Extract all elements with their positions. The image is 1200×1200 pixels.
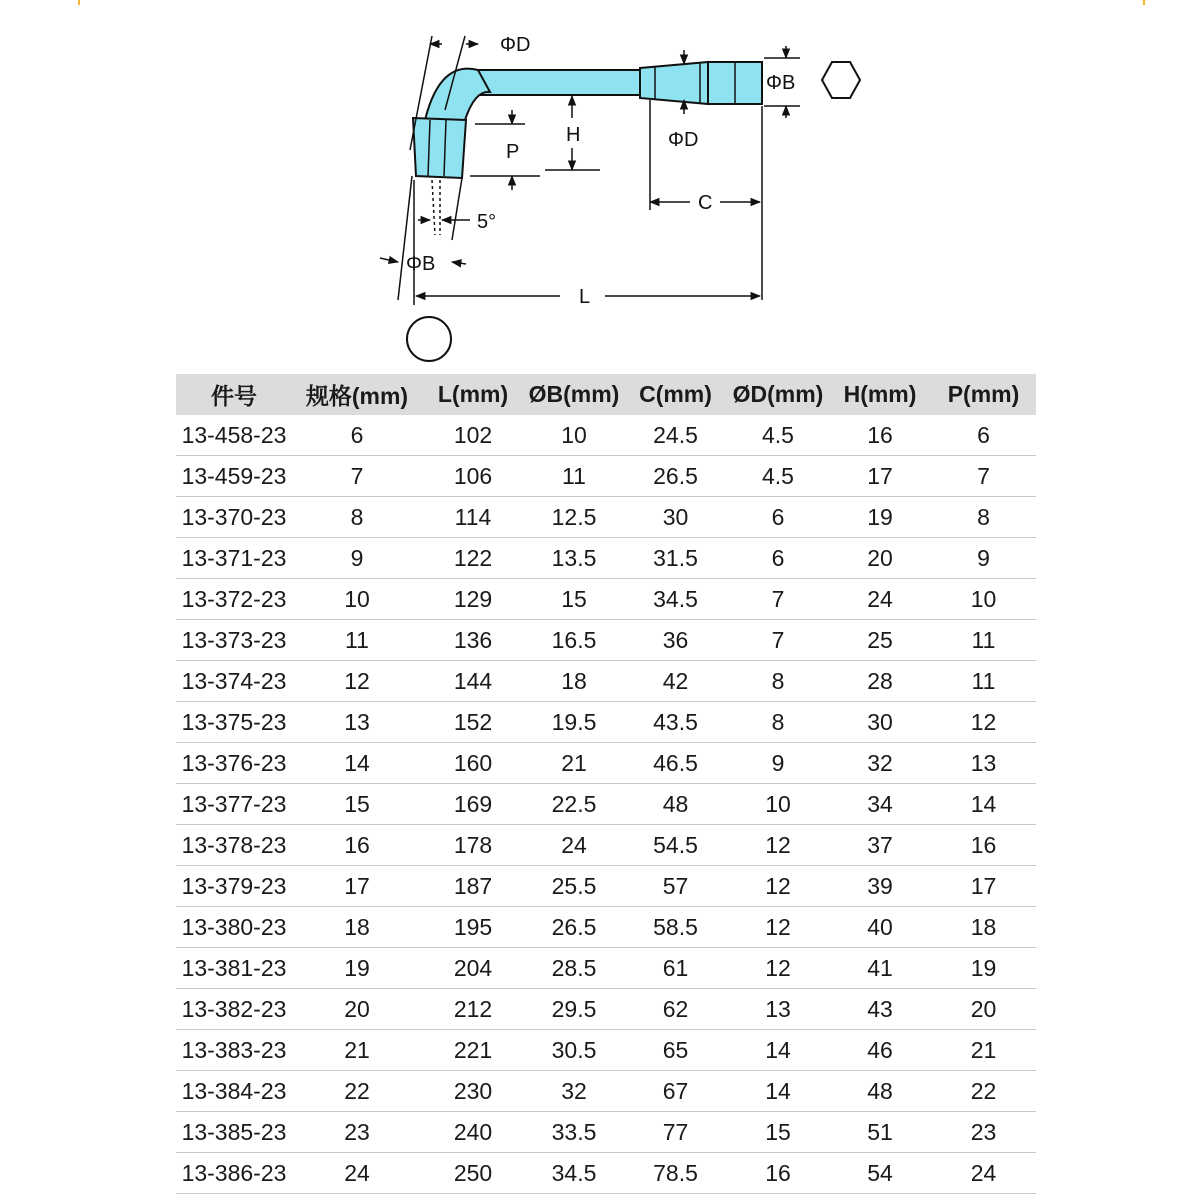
table-cell: 30 <box>624 497 727 538</box>
table-cell: 30 <box>829 702 931 743</box>
table-cell: 13-459-23 <box>176 456 292 497</box>
table-cell: 54.5 <box>624 825 727 866</box>
label-h: H <box>566 124 581 146</box>
table-cell: 32 <box>829 743 931 784</box>
table-cell: 9 <box>931 538 1036 579</box>
table-cell: 6 <box>931 415 1036 456</box>
table-cell: 12 <box>727 825 829 866</box>
table-cell: 7 <box>292 456 422 497</box>
table-cell: 16 <box>727 1153 829 1194</box>
table-cell: 30.5 <box>524 1030 624 1071</box>
table-cell: 13-386-23 <box>176 1153 292 1194</box>
table-header-row <box>176 374 1036 415</box>
table-cell: 25.5 <box>524 866 624 907</box>
label-phi-d-top: ΦD <box>500 34 531 56</box>
table-cell: 24 <box>931 1153 1036 1194</box>
table-cell: 20 <box>292 989 422 1030</box>
table-cell: 13-371-23 <box>176 538 292 579</box>
table-cell: 13-383-23 <box>176 1030 292 1071</box>
label-phi-b-right: ΦB <box>766 72 796 94</box>
table-cell: 13-380-23 <box>176 907 292 948</box>
wrench-diagram <box>0 0 1200 370</box>
table-cell: 58.5 <box>624 907 727 948</box>
table-cell: 144 <box>422 661 524 702</box>
table-cell: 4.5 <box>727 456 829 497</box>
table-cell: 240 <box>422 1112 524 1153</box>
label-p: P <box>506 141 520 163</box>
label-phi-b-left: ΦB <box>406 253 436 275</box>
table-cell: 62 <box>624 989 727 1030</box>
table-row <box>176 456 1036 497</box>
table-cell: 21 <box>931 1030 1036 1071</box>
table-cell: 23 <box>292 1112 422 1153</box>
table-cell: 160 <box>422 743 524 784</box>
column-header: C(mm) <box>624 374 727 415</box>
table-row <box>176 1153 1036 1194</box>
table-cell: 36 <box>624 620 727 661</box>
table-cell: 13-377-23 <box>176 784 292 825</box>
table-cell: 6 <box>727 497 829 538</box>
table-cell: 26.5 <box>524 907 624 948</box>
table-cell: 25 <box>829 620 931 661</box>
table-cell: 61 <box>624 948 727 989</box>
table-cell: 16 <box>292 825 422 866</box>
table-row <box>176 1071 1036 1112</box>
table-cell: 12 <box>727 948 829 989</box>
table-cell: 31.5 <box>624 538 727 579</box>
spec-table <box>176 374 1036 1194</box>
table-cell: 13-375-23 <box>176 702 292 743</box>
table-cell: 8 <box>727 661 829 702</box>
table-cell: 230 <box>422 1071 524 1112</box>
column-header: 规格(mm) <box>292 374 422 415</box>
table-cell: 23 <box>931 1112 1036 1153</box>
table-cell: 14 <box>292 743 422 784</box>
table-cell: 11 <box>931 661 1036 702</box>
table-cell: 46.5 <box>624 743 727 784</box>
table-row <box>176 989 1036 1030</box>
table-cell: 195 <box>422 907 524 948</box>
table-cell: 15 <box>524 579 624 620</box>
table-cell: 19 <box>292 948 422 989</box>
table-cell: 8 <box>292 497 422 538</box>
table-cell: 12 <box>292 661 422 702</box>
table-cell: 16 <box>829 415 931 456</box>
table-row <box>176 866 1036 907</box>
table-cell: 13-382-23 <box>176 989 292 1030</box>
table-cell: 24.5 <box>624 415 727 456</box>
twelve-point-icon <box>407 317 451 361</box>
table-row <box>176 784 1036 825</box>
table-cell: 21 <box>524 743 624 784</box>
table-cell: 41 <box>829 948 931 989</box>
wrench-shaft <box>470 70 640 95</box>
table-cell: 12.5 <box>524 497 624 538</box>
table-cell: 10 <box>727 784 829 825</box>
label-angle: 5° <box>477 211 497 233</box>
table-row <box>176 702 1036 743</box>
table-cell: 34.5 <box>624 579 727 620</box>
table-cell: 34.5 <box>524 1153 624 1194</box>
table-cell: 11 <box>524 456 624 497</box>
table-cell: 10 <box>292 579 422 620</box>
table-cell: 17 <box>829 456 931 497</box>
table-cell: 8 <box>931 497 1036 538</box>
table-cell: 13-458-23 <box>176 415 292 456</box>
table-cell: 169 <box>422 784 524 825</box>
column-header: ØD(mm) <box>727 374 829 415</box>
table-cell: 28.5 <box>524 948 624 989</box>
table-cell: 34 <box>829 784 931 825</box>
table-cell: 7 <box>727 620 829 661</box>
table-cell: 43.5 <box>624 702 727 743</box>
table-cell: 7 <box>931 456 1036 497</box>
table-cell: 28 <box>829 661 931 702</box>
table-cell: 16 <box>931 825 1036 866</box>
column-header: P(mm) <box>931 374 1036 415</box>
table-cell: 4.5 <box>727 415 829 456</box>
table-cell: 13-385-23 <box>176 1112 292 1153</box>
table-cell: 18 <box>524 661 624 702</box>
table-row <box>176 948 1036 989</box>
column-header: 件号 <box>176 374 292 415</box>
table-cell: 114 <box>422 497 524 538</box>
table-cell: 10 <box>931 579 1036 620</box>
table-cell: 13-374-23 <box>176 661 292 702</box>
table-cell: 11 <box>931 620 1036 661</box>
table-cell: 16.5 <box>524 620 624 661</box>
table-cell: 57 <box>624 866 727 907</box>
table-cell: 22 <box>292 1071 422 1112</box>
table-cell: 13-372-23 <box>176 579 292 620</box>
table-cell: 78.5 <box>624 1153 727 1194</box>
label-c: C <box>698 192 713 214</box>
wrench-body <box>413 62 762 178</box>
table-row <box>176 1030 1036 1071</box>
table-cell: 33.5 <box>524 1112 624 1153</box>
wrench-bend <box>425 69 490 120</box>
table-cell: 13-370-23 <box>176 497 292 538</box>
table-cell: 22.5 <box>524 784 624 825</box>
table-cell: 13-384-23 <box>176 1071 292 1112</box>
table-row <box>176 579 1036 620</box>
table-cell: 20 <box>931 989 1036 1030</box>
table-cell: 8 <box>727 702 829 743</box>
table-cell: 46 <box>829 1030 931 1071</box>
table-cell: 178 <box>422 825 524 866</box>
table-cell: 187 <box>422 866 524 907</box>
table-cell: 250 <box>422 1153 524 1194</box>
table-cell: 67 <box>624 1071 727 1112</box>
table-cell: 14 <box>727 1071 829 1112</box>
table-cell: 20 <box>829 538 931 579</box>
table-cell: 122 <box>422 538 524 579</box>
table-cell: 48 <box>829 1071 931 1112</box>
table-row <box>176 743 1036 784</box>
table-cell: 17 <box>292 866 422 907</box>
table-cell: 40 <box>829 907 931 948</box>
table-cell: 14 <box>931 784 1036 825</box>
table-row <box>176 497 1036 538</box>
table-cell: 22 <box>931 1071 1036 1112</box>
table-cell: 13-378-23 <box>176 825 292 866</box>
table-cell: 129 <box>422 579 524 620</box>
table-cell: 13 <box>931 743 1036 784</box>
table-cell: 15 <box>292 784 422 825</box>
table-cell: 10 <box>524 415 624 456</box>
table-cell: 18 <box>931 907 1036 948</box>
table-cell: 152 <box>422 702 524 743</box>
table-cell: 21 <box>292 1030 422 1071</box>
table-cell: 13-379-23 <box>176 866 292 907</box>
table-cell: 9 <box>292 538 422 579</box>
label-phi-d-mid: ΦD <box>668 129 699 151</box>
table-cell: 136 <box>422 620 524 661</box>
table-cell: 77 <box>624 1112 727 1153</box>
table-cell: 13.5 <box>524 538 624 579</box>
column-header: H(mm) <box>829 374 931 415</box>
column-header: L(mm) <box>422 374 524 415</box>
table-cell: 42 <box>624 661 727 702</box>
table-cell: 13-381-23 <box>176 948 292 989</box>
table-cell: 11 <box>292 620 422 661</box>
table-cell: 26.5 <box>624 456 727 497</box>
table-cell: 24 <box>292 1153 422 1194</box>
table-cell: 19 <box>829 497 931 538</box>
table-cell: 221 <box>422 1030 524 1071</box>
table-cell: 13-373-23 <box>176 620 292 661</box>
table-cell: 12 <box>727 907 829 948</box>
table-cell: 204 <box>422 948 524 989</box>
table-cell: 6 <box>292 415 422 456</box>
left-socket <box>413 118 466 178</box>
table-cell: 14 <box>727 1030 829 1071</box>
table-cell: 13-376-23 <box>176 743 292 784</box>
table-cell: 39 <box>829 866 931 907</box>
table-cell: 19.5 <box>524 702 624 743</box>
table-cell: 65 <box>624 1030 727 1071</box>
table-cell: 9 <box>727 743 829 784</box>
table-cell: 13 <box>727 989 829 1030</box>
table-cell: 212 <box>422 989 524 1030</box>
table-cell: 43 <box>829 989 931 1030</box>
table-cell: 6 <box>727 538 829 579</box>
table-cell: 12 <box>931 702 1036 743</box>
right-socket-taper <box>640 62 708 104</box>
table-cell: 54 <box>829 1153 931 1194</box>
hexagon-icon <box>822 62 860 98</box>
table-cell: 29.5 <box>524 989 624 1030</box>
label-l: L <box>579 286 591 308</box>
table-cell: 32 <box>524 1071 624 1112</box>
table-cell: 17 <box>931 866 1036 907</box>
table-row <box>176 907 1036 948</box>
table-row <box>176 415 1036 456</box>
table-cell: 7 <box>727 579 829 620</box>
table-row <box>176 1112 1036 1153</box>
table-cell: 13 <box>292 702 422 743</box>
table-cell: 51 <box>829 1112 931 1153</box>
table-cell: 12 <box>727 866 829 907</box>
table-row <box>176 538 1036 579</box>
column-header: ØB(mm) <box>524 374 624 415</box>
table-cell: 102 <box>422 415 524 456</box>
table-cell: 106 <box>422 456 524 497</box>
table-cell: 24 <box>524 825 624 866</box>
table-cell: 24 <box>829 579 931 620</box>
table-cell: 18 <box>292 907 422 948</box>
table-cell: 15 <box>727 1112 829 1153</box>
table-row <box>176 825 1036 866</box>
table-cell: 48 <box>624 784 727 825</box>
table-row <box>176 661 1036 702</box>
table-cell: 19 <box>931 948 1036 989</box>
table-row <box>176 620 1036 661</box>
table-cell: 37 <box>829 825 931 866</box>
